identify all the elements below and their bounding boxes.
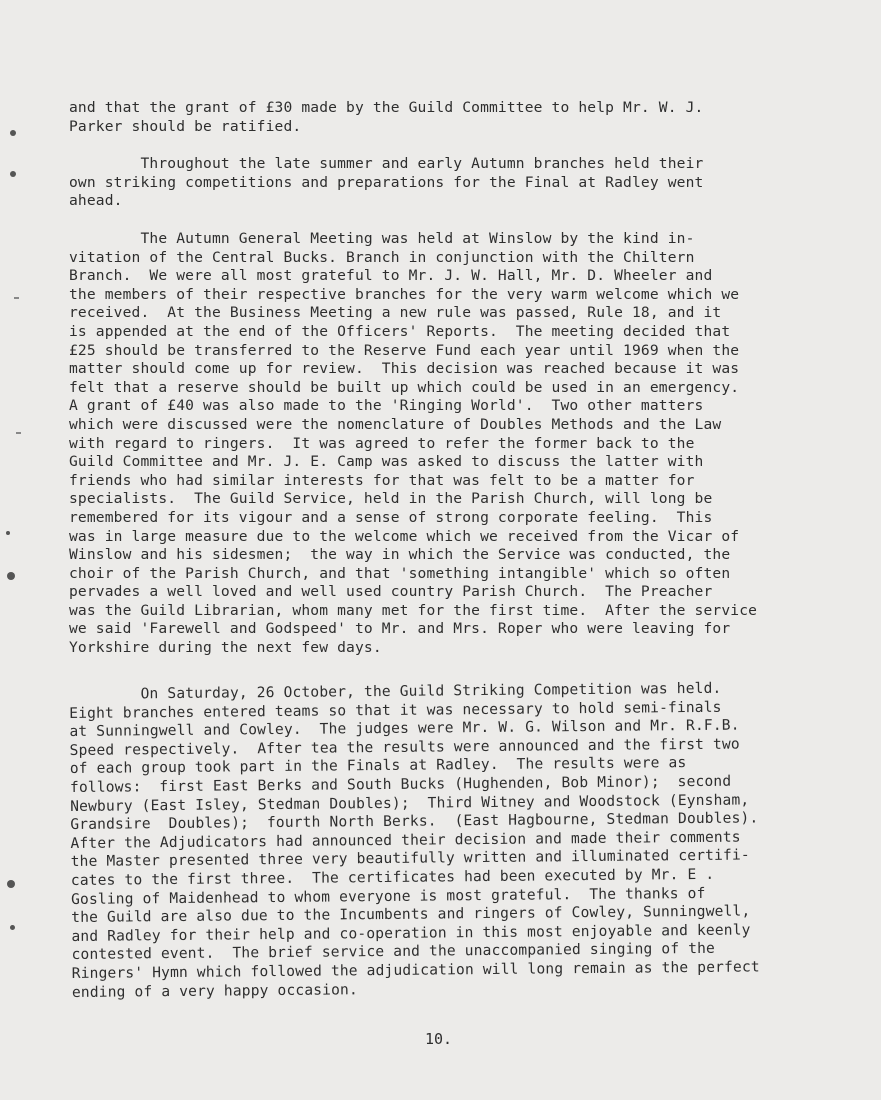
- page-number: 10.: [425, 1030, 453, 1048]
- text-line: Throughout the late summer and early Autumn branches held their: [69, 155, 704, 172]
- text-line: follows: first East Berks and South Bucks (Hughenden, Bob Minor); second: [69, 772, 732, 796]
- text-line: A grant of £40 was also made to the 'Ringing World'. Two other matters: [69, 397, 704, 415]
- text-line: was the Guild Librarian, whom many met for the first time. After the service: [69, 601, 758, 619]
- text-line: we said 'Farewell and Godspeed' to Mr. and Mrs. Roper who were leaving for: [69, 620, 731, 638]
- text-line: the Guild are also due to the Incumbents and ringers of Cowley, Sunningwell,: [71, 902, 751, 927]
- text-line: After the Adjudicators had announced their decision and made their comments: [70, 828, 741, 852]
- text-line: and Radley for their help and co-operation in this most enjoyable and keenly: [71, 921, 751, 945]
- text-line: received. At the Business Meeting a new rule was passed, Rule 18, and it: [69, 304, 722, 322]
- text-line: On Saturday, 26 October, the Guild Striking Competition was held.: [69, 679, 722, 703]
- punch-hole-mark: [6, 531, 10, 535]
- text-line: ahead.: [69, 192, 123, 210]
- paragraph: [69, 155, 859, 211]
- text-line: was in large measure due to the welcome which we received from the Vicar of: [69, 527, 740, 545]
- text-line: at Sunningwell and Cowley. The judges were Mr. W. G. Wilson and Mr. R.F.B.: [69, 716, 740, 741]
- text-line: Winslow and his sidesmen; the way in which the Service was conducted, the: [69, 546, 731, 564]
- text-line: matter should come up for review. This decision was reached because it was: [69, 360, 740, 378]
- text-line: Yorkshire during the next few days.: [69, 639, 382, 657]
- text-line: Newbury (East Isley, Stedman Doubles); Third Witney and Woodstock (Eynsham,: [70, 791, 750, 815]
- text-line: friends who had similar interests for that was felt to be a matter for: [69, 471, 695, 489]
- text-line: vitation of the Central Bucks. Branch in conjunction with the Chiltern: [69, 248, 695, 266]
- punch-hole-mark: [7, 572, 15, 580]
- text-line: choir of the Parish Church, and that 'something intangible' which so often: [69, 564, 731, 582]
- text-line: Ringers' Hymn which followed the adjudication will long remain as the perfect: [71, 958, 760, 982]
- paragraph: [69, 678, 862, 1002]
- text-line: of each group took part in the Finals at Radley. The results were as: [69, 754, 687, 778]
- text-line: specialists. The Guild Service, held in the Parish Church, will long be: [69, 490, 713, 508]
- text-line: and that the grant of £30 made by the Guild Committee to help Mr. W. J.: [69, 99, 704, 116]
- text-line: ending of a very happy occasion.: [71, 980, 358, 1001]
- paragraph: [69, 230, 859, 658]
- text-line: remembered for its vigour and a sense of strong corporate feeling. This: [69, 508, 713, 526]
- text-line: own striking competitions and preparations for the Final at Radley went: [69, 173, 704, 191]
- text-line: cates to the first three. The certificates had been executed by Mr. E .: [70, 865, 715, 889]
- margin-mark: [16, 432, 21, 434]
- text-line: Eight branches entered teams so that it was necessary to hold semi-finals: [69, 698, 722, 722]
- punch-hole-mark: [10, 130, 16, 136]
- text-line: Guild Committee and Mr. J. E. Camp was asked to discuss the latter with: [69, 453, 704, 471]
- text-line: the members of their respective branches for the very warm welcome which we: [69, 285, 740, 303]
- text-line: which were discussed were the nomenclature of Doubles Methods and the Law: [69, 415, 722, 433]
- punch-hole-mark: [7, 880, 15, 888]
- text-line: the Master presented three very beautifully written and illuminated certifi-: [70, 846, 750, 871]
- text-line: Branch. We were all most grateful to Mr. J. W. Hall, Mr. D. Wheeler and: [69, 267, 713, 285]
- text-line: Gosling of Maidenhead to whom everyone is most grateful. The thanks of: [70, 884, 706, 908]
- text-line: Speed respectively. After tea the results were announced and the first two: [69, 735, 740, 759]
- text-line: £25 should be transferred to the Reserve Fund each year until 1969 when the: [69, 341, 740, 359]
- text-line: contested event. The brief service and the unaccompanied singing of the: [71, 940, 716, 964]
- text-line: is appended at the end of the Officers' Reports. The meeting decided that: [69, 322, 731, 340]
- text-line: The Autumn General Meeting was held at Winslow by the kind in-: [69, 230, 695, 247]
- text-line: felt that a reserve should be built up which could be used in an emergency.: [69, 378, 740, 396]
- punch-hole-mark: [10, 925, 15, 930]
- text-line: pervades a well loved and well used country Parish Church. The Preacher: [69, 583, 713, 601]
- punch-hole-mark: [10, 171, 16, 177]
- text-line: with regard to ringers. It was agreed to refer the former back to the: [69, 434, 695, 452]
- paragraph: [69, 99, 859, 136]
- text-line: Parker should be ratified.: [69, 117, 302, 135]
- text-line: Grandsire Doubles); fourth North Berks. (East Hagbourne, Stedman Doubles).: [70, 809, 759, 834]
- margin-mark: [14, 297, 19, 299]
